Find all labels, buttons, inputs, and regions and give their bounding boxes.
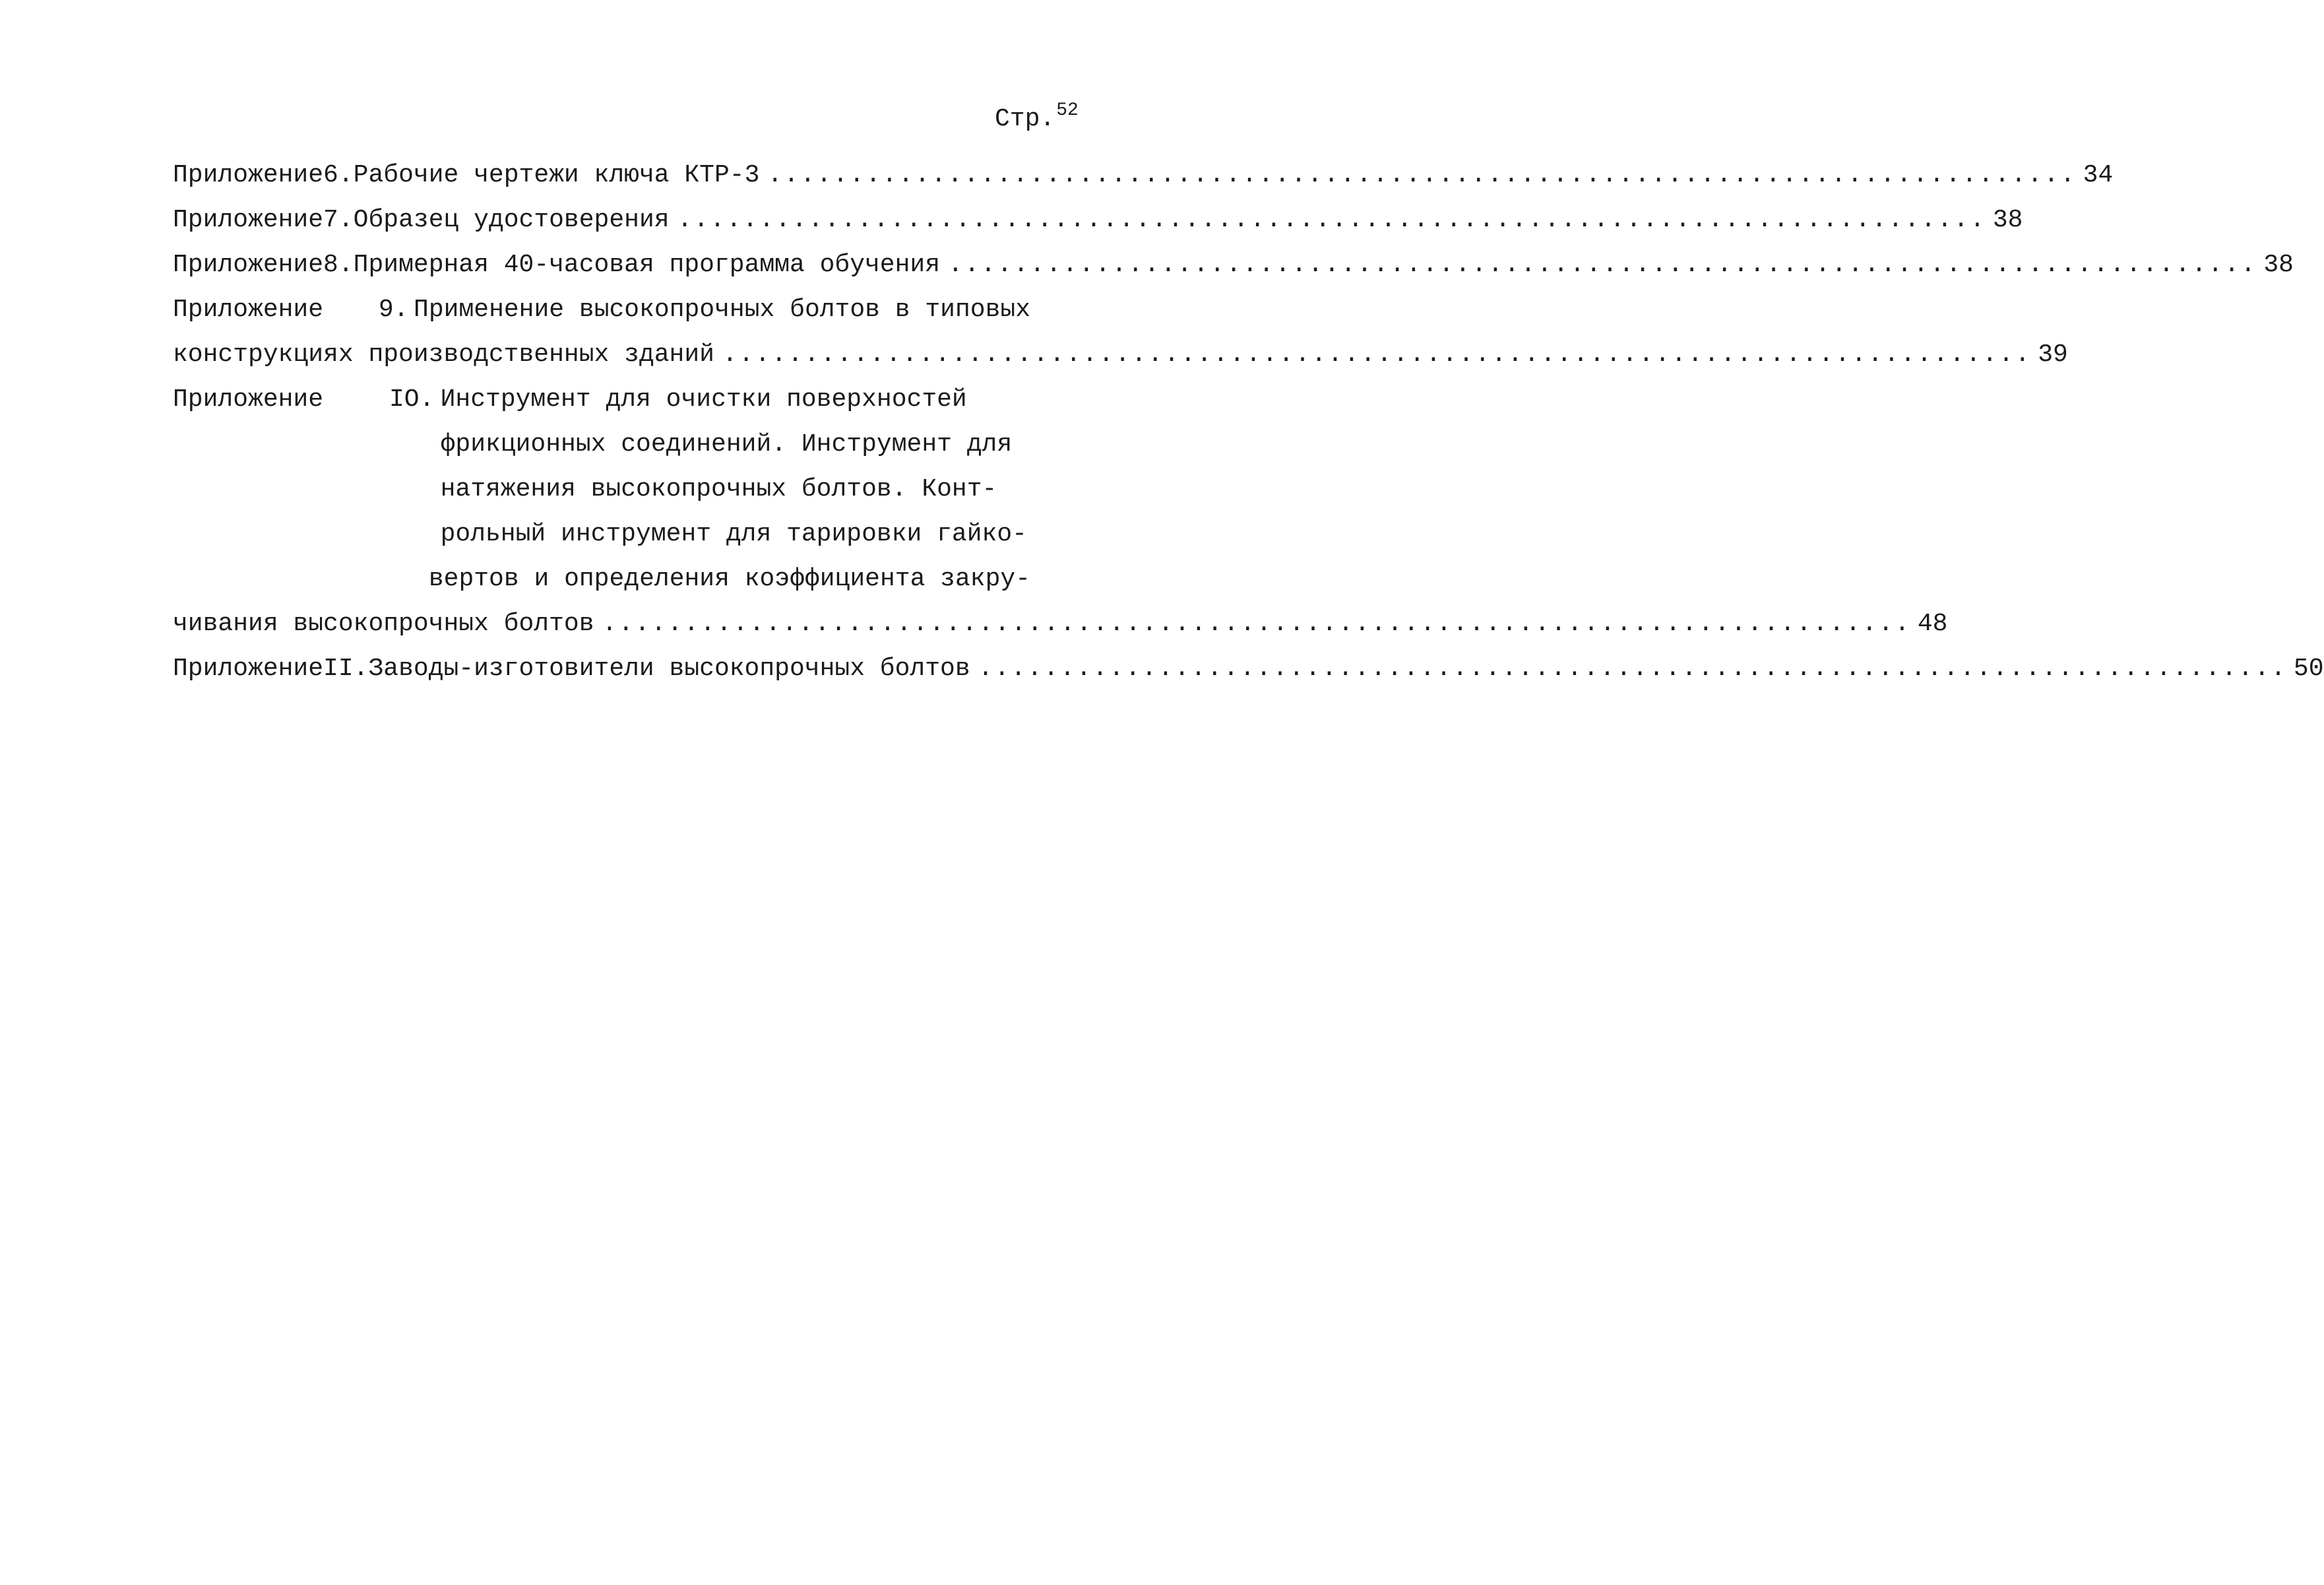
page-number: 52 [1056,100,1079,121]
toc-entry[interactable] [173,243,2294,288]
toc-line [173,557,1030,602]
toc-line [173,333,2068,377]
page-reference: 38 [2263,251,2294,279]
page-reference: 39 [2038,340,2068,369]
entry-title-line: натяжения высокопрочных болтов. Конт- [440,475,997,503]
entry-title-line: Рабочие чертежи ключа КТР-3 [353,161,760,189]
toc-line [173,377,1030,422]
appendix-number: II [323,655,354,683]
entry-title-line: чивания высокопрочных болтов [173,610,594,638]
appendix-number: 6 [323,161,338,189]
toc-entry[interactable] [173,198,2023,243]
appendix-label: Приложение [173,206,324,234]
toc-line [173,512,1030,557]
entry-title-line: Инструмент для очистки поверхностей [440,385,967,414]
toc-line [173,602,1948,647]
toc-entry[interactable] [173,377,1948,647]
page-reference: 50 [2293,655,2324,683]
toc-entry[interactable] [173,153,2114,198]
toc-line [173,243,2294,288]
appendix-number: 9 [378,296,394,324]
number-separator: . [353,655,369,683]
entry-title-line: Применение высокопрочных болтов в типовых [414,296,1030,324]
toc-line [173,647,2324,692]
appendix-label: Приложение [173,251,324,279]
dot-leader: ................................................................................ [948,251,2257,279]
entry-title-line: Примерная 40-часовая программа обучения [353,251,941,279]
dot-leader: ................................................................................ [767,161,2077,189]
appendix-number: 8 [323,251,338,279]
appendix-label: Приложение [173,385,324,414]
toc-line [173,198,2023,243]
number-separator: . [338,161,354,189]
page-header [995,100,1079,133]
entry-title-line: вертов и определения коэффициента закру- [428,565,1030,593]
appendix-label: Приложение [173,296,324,324]
entry-title-line: фрикционных соединений. Инструмент для [440,430,1013,459]
page-reference: 38 [1992,206,2023,234]
entry-title-line: рольный инструмент для тарировки гайко- [440,520,1027,548]
toc-line [173,467,1030,512]
entry-title-line: Заводы-изготовители высокопрочных болтов [368,655,970,683]
entry-title-line: конструкциях производственных зданий [173,340,714,369]
entry-title-line: Образец удостоверения [353,206,670,234]
toc-entry[interactable] [173,288,2068,377]
number-separator: . [419,385,435,414]
appendix-label: Приложение [173,655,324,683]
appendix-number: 7 [323,206,338,234]
toc-line [173,288,1030,333]
page-label: Стр. [995,105,1055,133]
number-separator: . [338,251,354,279]
toc-entry[interactable] [173,647,2324,692]
number-separator: . [393,296,409,324]
appendix-number: IO [389,385,420,414]
table-of-contents [173,153,2324,692]
number-separator: . [338,206,354,234]
page-reference: 48 [1917,610,1948,638]
toc-line [173,153,2114,198]
dot-leader: ................................................................................ [722,340,2032,369]
page-reference: 34 [2083,161,2114,189]
appendix-label: Приложение [173,161,324,189]
dot-leader: ................................................................................ [677,206,1986,234]
dot-leader: ................................................................................ [978,655,2287,683]
dot-leader: ................................................................................ [602,610,1911,638]
toc-line [173,422,1030,467]
